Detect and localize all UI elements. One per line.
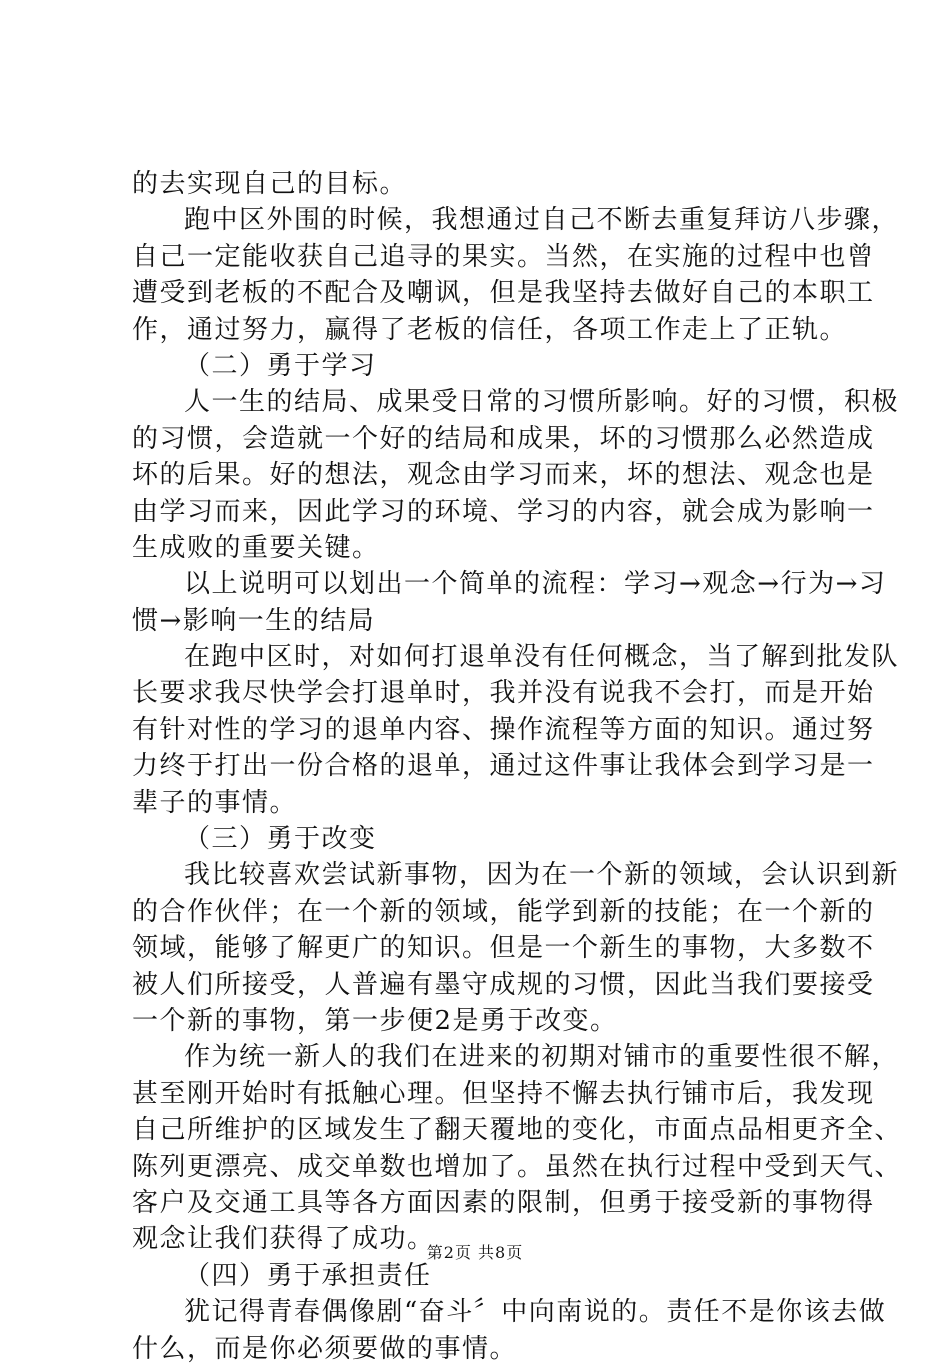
text-line: 人一生的结局、成果受日常的习惯所影响。好的习惯，积极 (184, 387, 900, 418)
text-line: 遭受到老板的不配合及嘲讽，但是我坚持去做好自己的本职工 (132, 278, 875, 309)
text-line: 生成败的重要关键。 (132, 532, 380, 563)
text-line: 一个新的事物，第一步便2是勇于改变。 (132, 1005, 618, 1036)
text-line: 力终于打出一份合格的退单，通过这件事让我体会到学习是一 (132, 751, 875, 782)
text-line: 客户及交通工具等各方面因素的限制，但勇于接受新的事物得 (132, 1187, 875, 1218)
text-line: 的去实现自己的目标。 (132, 169, 408, 199)
text-line: 由学习而来，因此学习的环境、学习的内容，就会成为影响一 (132, 496, 875, 527)
text-line: 犹记得青春偶像剧“奋斗〞中向南说的。责任不是你该去做 (184, 1297, 887, 1328)
text-line: 领域，能够了解更广的知识。但是一个新生的事物，大多数不 (132, 933, 875, 964)
text-line: 惯→影响一生的结局 (132, 605, 376, 636)
section-heading: （二）勇于学习 (184, 350, 377, 381)
text-line: 被人们所接受，人普遍有墨守成规的习惯，因此当我们要接受 (132, 969, 875, 1000)
text-line: 的习惯，会造就一个好的结局和成果，坏的习惯那么必然造成 (132, 423, 875, 454)
text-line: 我比较喜欢尝试新事物，因为在一个新的领域，会认识到新 (184, 860, 900, 891)
text-line: 以上说明可以划出一个简单的流程：学习→观念→行为→习 (184, 569, 887, 600)
page-footer: 第2页 共8页 (426, 1243, 524, 1262)
text-line: 陈列更漂亮、成交单数也增加了。虽然在执行过程中受到天气、 (132, 1151, 903, 1182)
text-line: 甚至刚开始时有抵触心理。但坚持不懈去执行铺市后，我发现 (132, 1078, 875, 1109)
text-line: 自己所维护的区域发生了翻天覆地的变化，市面点品相更齐全、 (132, 1115, 903, 1146)
text-line: 长要求我尽快学会打退单时，我并没有说我不会打，而是开始 (132, 678, 875, 709)
text-line: 作，通过努力，赢得了老板的信任，各项工作走上了正轨。 (132, 314, 848, 345)
text-line: 观念让我们获得了成功。 (132, 1224, 435, 1255)
text-line: 的合作伙伴；在一个新的领域，能学到新的技能；在一个新的 (132, 896, 875, 927)
text-line: 辈子的事情。 (132, 787, 298, 818)
document-body (132, 166, 903, 1367)
section-heading: （四）勇于承担责任 (184, 1260, 432, 1291)
section-heading: （三）勇于改变 (184, 824, 377, 855)
text-line: 在跑中区时，对如何打退单没有任何概念，当了解到批发队 (184, 642, 900, 673)
text-line: 跑中区外围的时候，我想通过自己不断去重复拜访八步骤， (184, 205, 900, 236)
text-line: 坏的后果。好的想法，观念由学习而来，坏的想法、观念也是 (132, 460, 875, 491)
text-line: 有针对性的学习的退单内容、操作流程等方面的知识。通过努 (132, 714, 875, 745)
text-line: 自己一定能收获自己追寻的果实。当然，在实施的过程中也曾 (132, 241, 875, 272)
text-line: 作为统一新人的我们在进来的初期对铺市的重要性很不解， (184, 1042, 900, 1073)
text-line: 什么，而是你必须要做的事情。 (132, 1333, 518, 1364)
